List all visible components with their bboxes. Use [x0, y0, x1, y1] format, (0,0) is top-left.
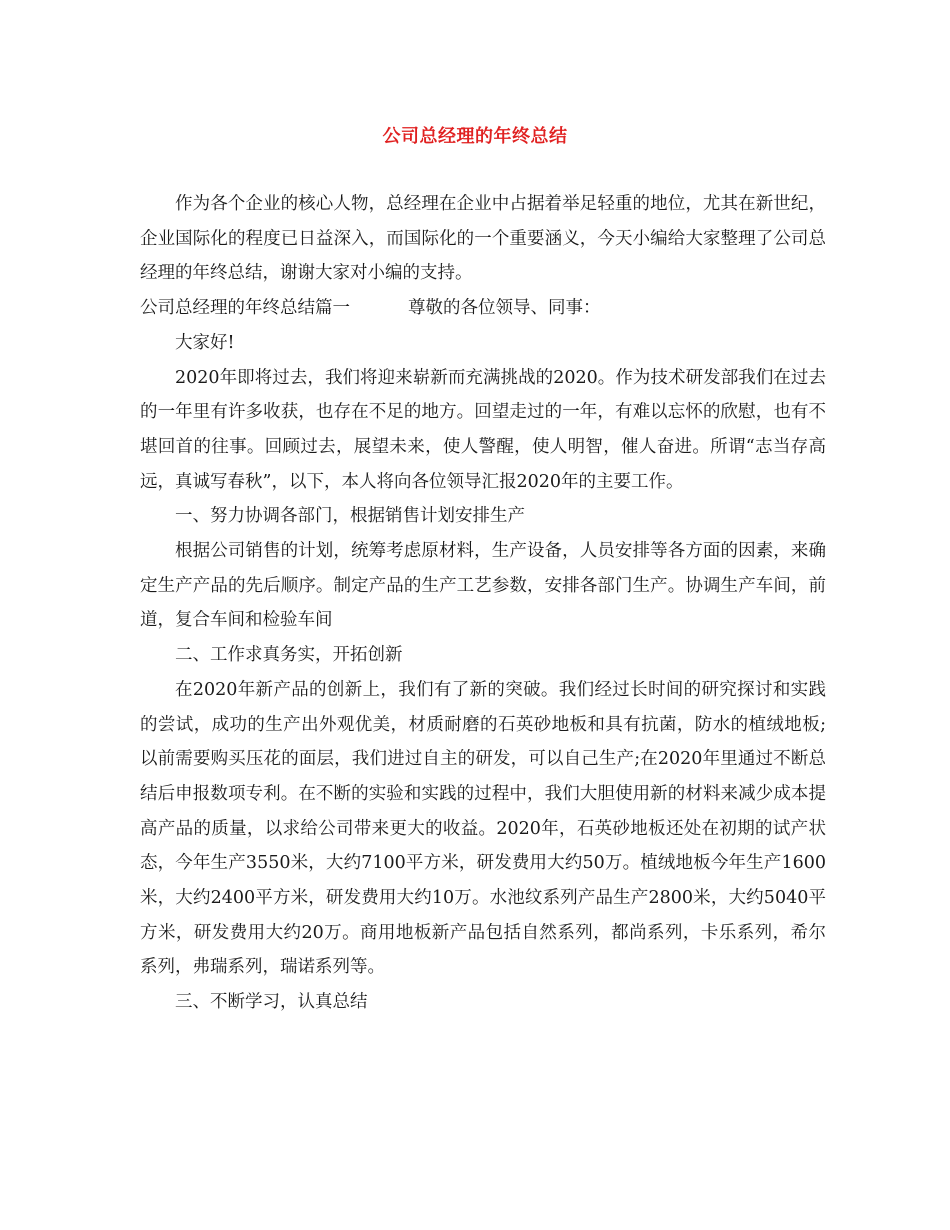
salutation: 大家好! — [175, 332, 235, 353]
section-heading — [140, 291, 826, 326]
section-title: 公司总经理的年终总结篇一 — [140, 298, 350, 319]
document-body — [140, 187, 826, 1020]
heading-one: 一、努力协调各部门，根据销售计划安排生产 — [175, 506, 525, 527]
heading-two: 二、工作求真务实，开拓创新 — [175, 645, 403, 666]
document-title: 公司总经理的年终总结 — [382, 126, 568, 147]
opening-paragraph: 2020年即将过去，我们将迎来崭新而充满挑战的2020。作为技术研发部我们在过去的一年里有许多收获，也存在不足的地方。回望走过的一年，有难以忘怀的欣慰，也有不堪回首的往事。回顾过去，展望未来，使人警醒，使人明智，催人奋进。所谓“志当存高远，真诚写春秋”，以下，本人将向各位领导汇报2020年的主要工作。 — [140, 367, 826, 492]
paragraph-two: 在2020年新产品的创新上，我们有了新的突破。我们经过长时间的研究探讨和实践的尝试，成功的生产出外观优美，材质耐磨的石英砂地板和具有抗菌，防水的植绒地板;以前需要购买压花的面层，我们进过自主的研发，可以自己生产;在2020年里通过不断总结后申报数项专利。在不断的实验和实践的过程中，我们大胆使用新的材料来减少成本提高产品的质量，以求给公司带来更大的收益。2020年，石英砂地板还处在初期的试产状态，今年生产3550米，大约7100平方米，研发费用大约50万。植绒地板今年生产1600米，大约2400平方米，研发费用大约10万。水池纹系列产品生产2800米，大约5040平方米，研发费用大约20万。商用地板新产品包括自然系列，都尚系列，卡乐系列，希尔系列，弗瑞系列，瑞诺系列等。 — [140, 679, 826, 978]
paragraph-one: 根据公司销售的计划，统筹考虑原材料，生产设备，人员安排等各方面的因素，来确定生产产品的先后顺序。制定产品的生产工艺参数，安排各部门生产。协调生产车间，前道，复合车间和检验车间 — [140, 541, 826, 631]
heading-three: 三、不断学习，认真总结 — [175, 992, 368, 1013]
greeting: 尊敬的各位领导、同事： — [408, 298, 601, 319]
intro-paragraph: 作为各个企业的核心人物，总经理在企业中占据着举足轻重的地位，尤其在新世纪，企业国际化的程度已日益深入，而国际化的一个重要涵义，今天小编给大家整理了公司总经理的年终总结，谢谢大家对小编的支持。 — [140, 194, 826, 284]
